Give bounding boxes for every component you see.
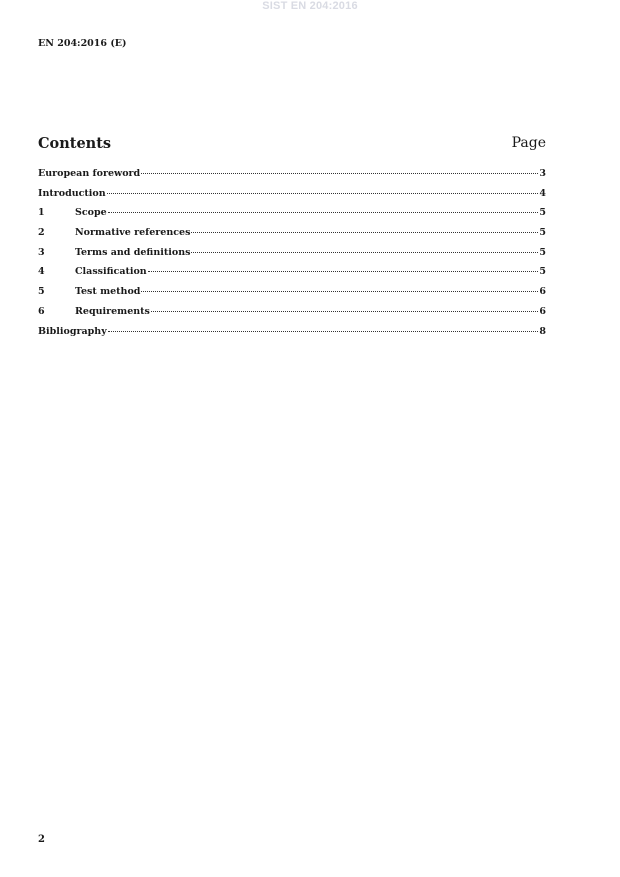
toc-entry-european-foreword[interactable] — [38, 168, 546, 188]
toc-entry-introduction[interactable] — [38, 188, 546, 208]
toc-entry-terms-and-definitions[interactable] — [38, 247, 546, 267]
dot-leader — [108, 331, 539, 332]
toc-entry-page: 5 — [539, 246, 546, 258]
toc-entry-number: 2 — [38, 227, 45, 239]
dot-leader — [151, 311, 538, 312]
toc-entry-title: Classification — [75, 266, 147, 278]
toc-entry-normative-references[interactable] — [38, 227, 546, 247]
toc-entry-page: 4 — [539, 187, 546, 199]
toc-entry-page: 5 — [539, 227, 546, 239]
toc-entry-page: 6 — [539, 286, 546, 298]
contents-header — [38, 135, 546, 157]
toc-entry-title: Scope — [75, 207, 107, 219]
page-number: 2 — [38, 834, 45, 845]
toc-entry-page: 5 — [539, 207, 546, 219]
document-id: EN 204:2016 (E) — [38, 38, 127, 49]
dot-leader — [148, 271, 539, 272]
toc-entry-test-method[interactable] — [38, 286, 546, 306]
toc-entry-title: Introduction — [38, 187, 106, 199]
toc-entry-title: Test method — [75, 286, 141, 298]
page-column-label: Page — [511, 135, 546, 151]
toc-entry-classification[interactable] — [38, 266, 546, 286]
dot-leader — [108, 212, 539, 213]
dot-leader — [141, 173, 538, 174]
watermark-text: SIST EN 204:2016 — [262, 0, 358, 12]
toc-entry-bibliography[interactable] — [38, 326, 546, 346]
dot-leader — [191, 252, 538, 253]
toc-entry-title: Bibliography — [38, 325, 107, 337]
toc-entry-number: 5 — [38, 286, 45, 298]
toc-entry-number: 3 — [38, 246, 45, 258]
toc-entry-title: Normative references — [75, 227, 191, 239]
toc-entry-number: 6 — [38, 305, 45, 317]
toc-entry-requirements[interactable] — [38, 306, 546, 326]
toc-entry-title: Terms and definitions — [75, 246, 191, 258]
toc-entry-title: Requirements — [75, 305, 150, 317]
toc-entry-number: 1 — [38, 207, 45, 219]
dot-leader — [191, 232, 538, 233]
toc-entry-page: 3 — [539, 168, 546, 179]
toc-entry-page: 5 — [539, 266, 546, 278]
dot-leader — [107, 193, 539, 194]
toc-entry-page: 8 — [539, 325, 546, 337]
dot-leader — [141, 291, 538, 292]
toc-entry-scope[interactable] — [38, 207, 546, 227]
table-of-contents — [38, 168, 546, 345]
contents-title: Contents — [38, 135, 112, 152]
toc-entry-number: 4 — [38, 266, 45, 278]
toc-entry-title: European foreword — [38, 168, 141, 179]
toc-entry-page: 6 — [539, 305, 546, 317]
